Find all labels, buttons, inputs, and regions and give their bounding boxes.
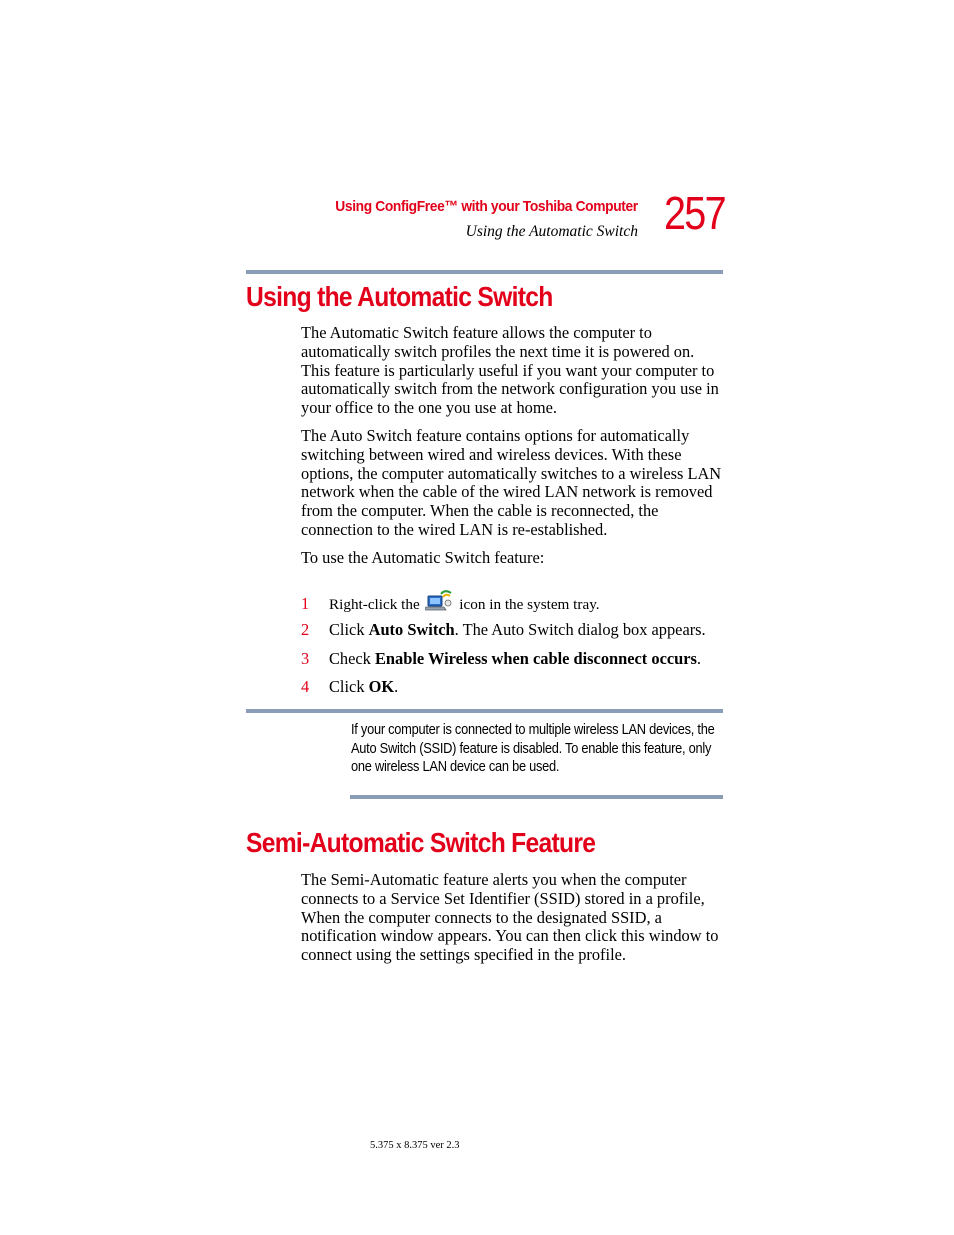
ui-label-auto-switch: Auto Switch: [368, 620, 455, 639]
step-number: 2: [301, 620, 310, 639]
step-text: .: [696, 649, 701, 668]
step-number: 4: [301, 677, 310, 696]
step-number: 1: [301, 594, 310, 613]
note-top-rule: [246, 709, 723, 713]
paragraph: To use the Automatic Switch feature:: [301, 548, 545, 567]
step-3: [301, 649, 741, 668]
paragraph: The Auto Switch feature contains options for automatically switching between wired and wireless devices. With these options, the computer automatically switches to a wireless LAN network when the cable of the wired LAN network is removed from the computer. When the cable is reconnected, the connection to the wired LAN is re-established.: [301, 426, 722, 539]
paragraph: The Semi-Automatic feature alerts you when the computer connects to a Service Set Identifier (SSID) stored in a profile, When the computer connects to the designated SSID, a notification window appears. You can then click this window to connect using the settings specified in the profile.: [301, 870, 719, 965]
configfree-tray-icon: [425, 590, 453, 612]
ui-label-ok: OK: [368, 677, 395, 696]
chapter-title: Using ConfigFree™ with your Toshiba Computer: [335, 198, 638, 215]
top-rule: [246, 270, 723, 274]
paragraph: The Automatic Switch feature allows the computer to automatically switch profiles the next time it is powered on. This feature is particularly useful if you want your computer to automatically switch from the network configuration you use in your office to the one you use at home.: [301, 323, 719, 418]
step-text: .: [394, 677, 399, 696]
step-text: Check: [329, 649, 375, 668]
step-text: . The Auto Switch dialog box appears.: [454, 620, 706, 639]
step-text: Click: [329, 677, 369, 696]
step-number: 3: [301, 649, 310, 668]
step-text: icon in the system tray.: [455, 596, 600, 613]
step-text: Click: [329, 620, 369, 639]
note-bottom-rule: [350, 795, 723, 799]
step-1: [301, 590, 741, 614]
step-text: Right-click the: [329, 596, 424, 613]
ui-label-enable-wireless: Enable Wireless when cable disconnect occurs: [374, 649, 697, 668]
footer-version: 5.375 x 8.375 ver 2.3: [370, 1140, 460, 1151]
page-number: 257: [664, 187, 725, 239]
section-subtitle: Using the Automatic Switch: [465, 223, 638, 240]
section-heading-automatic-switch: Using the Automatic Switch: [246, 281, 553, 312]
step-4: [301, 677, 741, 696]
step-2: [301, 620, 741, 639]
section-heading-semi-automatic: Semi-Automatic Switch Feature: [246, 827, 596, 858]
note-text: If your computer is connected to multiple wireless LAN devices, the Auto Switch (SSID) feature is disabled. To enable this feature, only one wireless LAN device can be used.: [351, 722, 715, 775]
